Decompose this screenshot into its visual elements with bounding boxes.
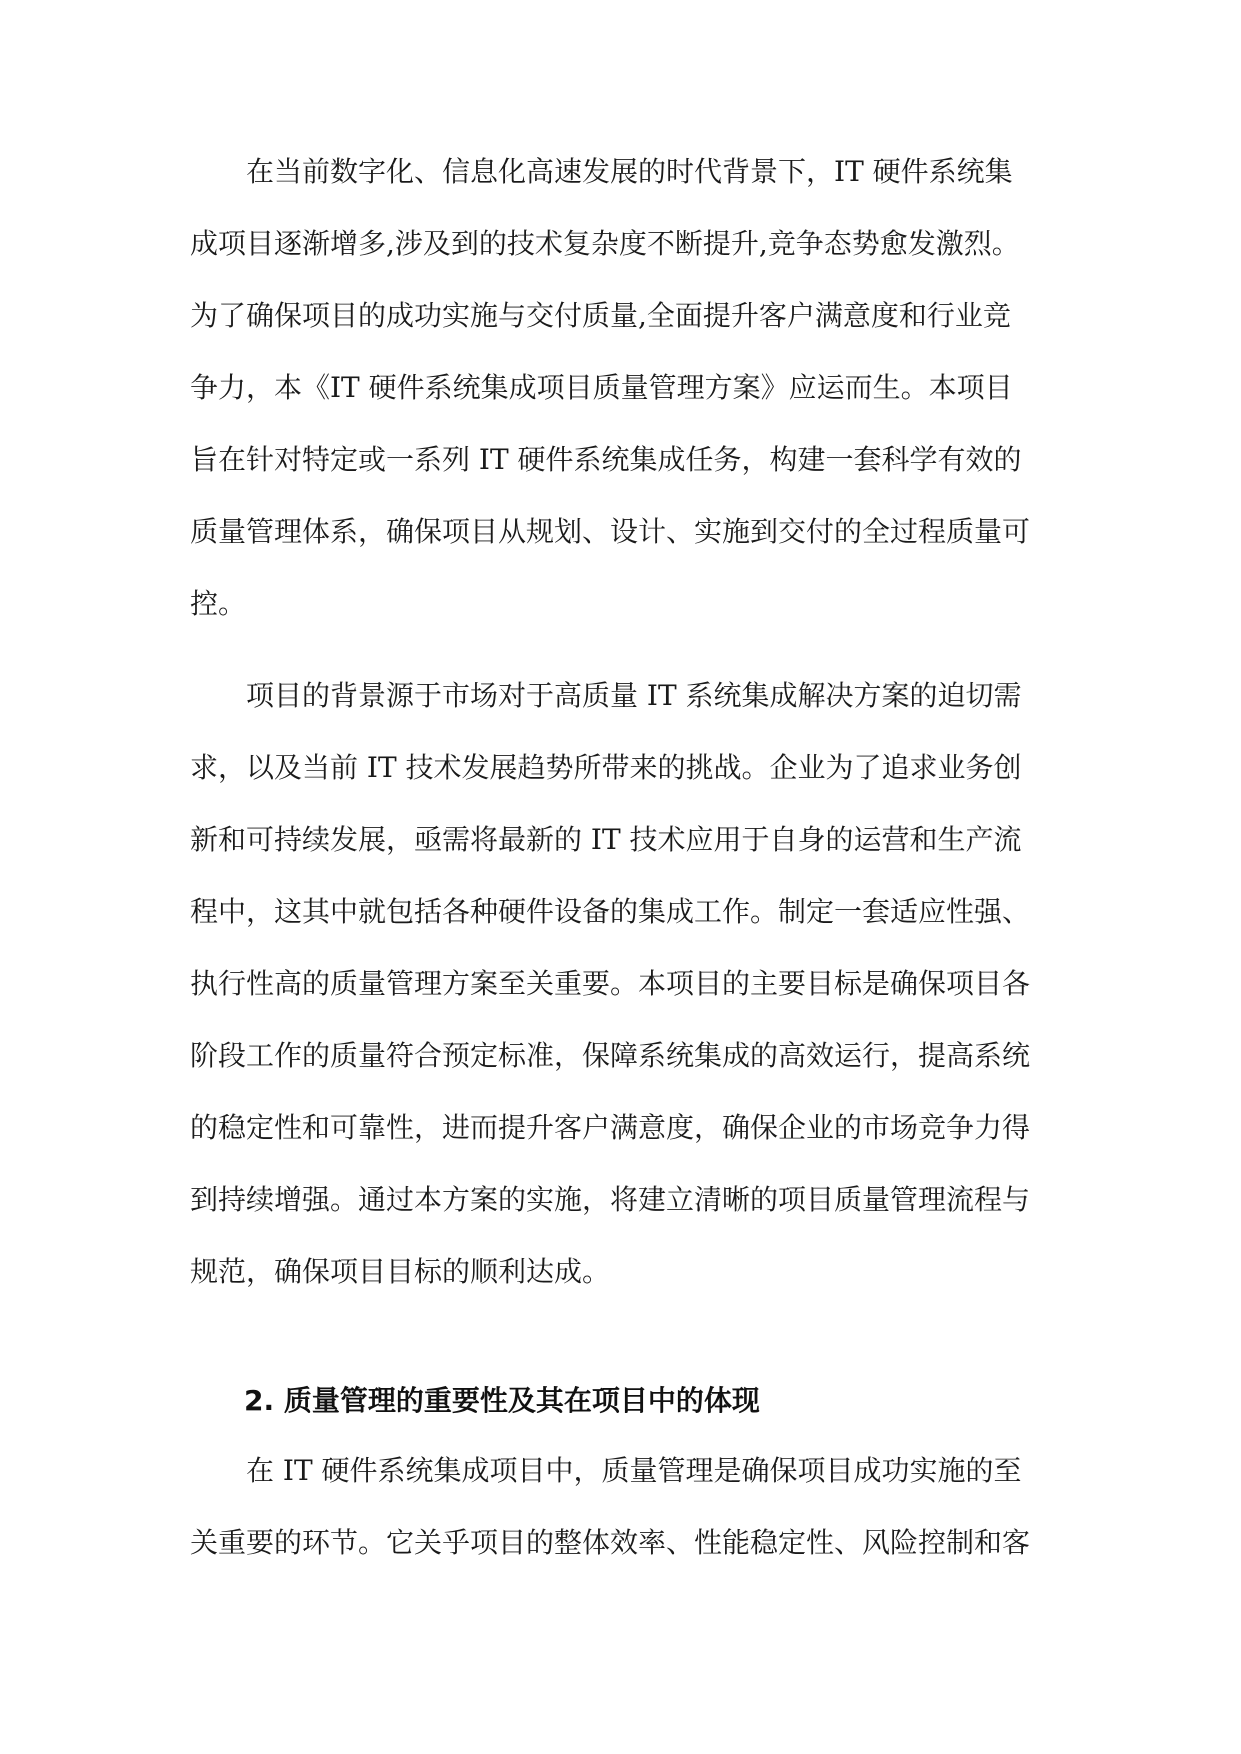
text-line: 规范，确保项目目标的顺利达成。 [190,1255,611,1288]
section-heading: 2. 质量管理的重要性及其在项目中的体现 [244,1384,760,1417]
text-line: 项目的背景源于市场对于高质量 IT 系统集成解决方案的迫切需 [246,679,1022,712]
text-line: 执行性高的质量管理方案至关重要。本项目的主要目标是确保项目各 [190,967,1031,1000]
text-line: 在当前数字化、信息化高速发展的时代背景下，IT 硬件系统集 [246,155,1013,188]
text-line: 旨在针对特定或一系列 IT 硬件系统集成任务，构建一套科学有效的 [190,443,1022,476]
paragraph-quality-importance [190,1435,1070,1579]
text-line: 求，以及当前 IT 技术发展趋势所带来的挑战。企业为了追求业务创 [190,751,1022,784]
paragraph-goals [190,660,1070,1308]
text-line: 程中，这其中就包括各种硬件设备的集成工作。制定一套适应性强、 [190,895,1031,928]
text-line: 新和可持续发展，亟需将最新的 IT 技术应用于自身的运营和生产流 [190,823,1022,856]
text-line: 控。 [190,587,247,620]
text-line: 到持续增强。通过本方案的实施，将建立清晰的项目质量管理流程与 [190,1183,1031,1216]
text-line: 阶段工作的质量符合预定标准，保障系统集成的高效运行，提高系统 [190,1039,1031,1072]
text-line: 在 IT 硬件系统集成项目中，质量管理是确保项目成功实施的至 [246,1454,1022,1487]
paragraph-background [190,136,1070,640]
text-line: 成项目逐渐增多,涉及到的技术复杂度不断提升,竞争态势愈发激烈。 [190,227,1020,260]
text-line: 关重要的环节。它关乎项目的整体效率、性能稳定性、风险控制和客 [190,1526,1031,1559]
text-line: 为了确保项目的成功实施与交付质量,全面提升客户满意度和行业竞 [190,299,1011,332]
text-line: 争力，本《IT 硬件系统集成项目质量管理方案》应运而生。本项目 [190,371,1013,404]
text-line: 的稳定性和可靠性，进而提升客户满意度，确保企业的市场竞争力得 [190,1111,1031,1144]
text-line: 质量管理体系，确保项目从规划、设计、实施到交付的全过程质量可 [190,515,1031,548]
